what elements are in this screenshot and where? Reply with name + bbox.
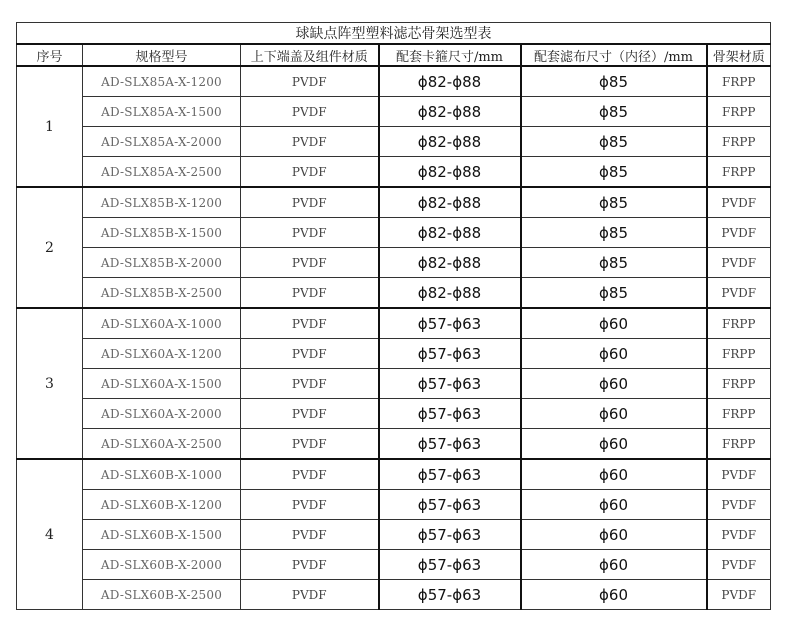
end-cap-cell: PVDF: [241, 127, 379, 157]
clamp-size-cell: ϕ57-ϕ63: [379, 490, 521, 520]
table-row: [17, 459, 771, 490]
end-cap-cell: PVDF: [241, 97, 379, 127]
model-cell: AD-SLX60B-X-1000: [83, 459, 241, 490]
clamp-size-cell: ϕ82-ϕ88: [379, 127, 521, 157]
filter-cloth-size-cell: ϕ60: [521, 339, 707, 369]
frame-material-cell: PVDF: [707, 187, 771, 218]
seq-cell: 3: [17, 308, 83, 459]
filter-cloth-size-cell: ϕ85: [521, 218, 707, 248]
table-row: [17, 369, 771, 399]
filter-cloth-size-cell: ϕ60: [521, 429, 707, 460]
model-cell: AD-SLX85B-X-2000: [83, 248, 241, 278]
filter-cloth-size-cell: ϕ85: [521, 127, 707, 157]
model-cell: AD-SLX85B-X-1500: [83, 218, 241, 248]
frame-material-cell: PVDF: [707, 520, 771, 550]
end-cap-cell: PVDF: [241, 520, 379, 550]
header-filter-cloth: 配套滤布尺寸（内径）/mm: [521, 44, 707, 66]
end-cap-cell: PVDF: [241, 580, 379, 610]
table-row: [17, 490, 771, 520]
table-row: [17, 127, 771, 157]
frame-material-cell: PVDF: [707, 580, 771, 610]
table-row: [17, 339, 771, 369]
header-seq: 序号: [17, 44, 83, 66]
frame-material-cell: FRPP: [707, 429, 771, 460]
clamp-size-cell: ϕ57-ϕ63: [379, 308, 521, 339]
model-cell: AD-SLX85A-X-2000: [83, 127, 241, 157]
model-cell: AD-SLX60A-X-2500: [83, 429, 241, 460]
frame-material-cell: FRPP: [707, 339, 771, 369]
header-model: 规格型号: [83, 44, 241, 66]
table-row: [17, 66, 771, 97]
frame-material-cell: FRPP: [707, 97, 771, 127]
end-cap-cell: PVDF: [241, 248, 379, 278]
model-cell: AD-SLX60B-X-2500: [83, 580, 241, 610]
header-frame: 骨架材质: [707, 44, 771, 66]
table-row: [17, 97, 771, 127]
clamp-size-cell: ϕ57-ϕ63: [379, 459, 521, 490]
table-row: [17, 278, 771, 309]
table-row: [17, 520, 771, 550]
end-cap-cell: PVDF: [241, 399, 379, 429]
filter-cloth-size-cell: ϕ60: [521, 520, 707, 550]
table-row: [17, 248, 771, 278]
filter-cloth-size-cell: ϕ60: [521, 459, 707, 490]
table-body: [17, 66, 771, 610]
seq-cell: 4: [17, 459, 83, 610]
table-title: 球缺点阵型塑料滤芯骨架选型表: [17, 23, 771, 45]
clamp-size-cell: ϕ82-ϕ88: [379, 66, 521, 97]
table-row: [17, 218, 771, 248]
filter-cloth-size-cell: ϕ85: [521, 278, 707, 309]
filter-cloth-size-cell: ϕ60: [521, 490, 707, 520]
frame-material-cell: PVDF: [707, 550, 771, 580]
table-row: [17, 308, 771, 339]
filter-cloth-size-cell: ϕ60: [521, 580, 707, 610]
frame-material-cell: PVDF: [707, 490, 771, 520]
filter-cloth-size-cell: ϕ85: [521, 187, 707, 218]
table-row: [17, 429, 771, 460]
model-cell: AD-SLX60B-X-1500: [83, 520, 241, 550]
model-cell: AD-SLX60A-X-1200: [83, 339, 241, 369]
header-end-cap: 上下端盖及组件材质: [241, 44, 379, 66]
clamp-size-cell: ϕ57-ϕ63: [379, 580, 521, 610]
model-cell: AD-SLX60A-X-1500: [83, 369, 241, 399]
filter-cloth-size-cell: ϕ85: [521, 66, 707, 97]
end-cap-cell: PVDF: [241, 369, 379, 399]
end-cap-cell: PVDF: [241, 339, 379, 369]
clamp-size-cell: ϕ57-ϕ63: [379, 369, 521, 399]
header-clamp: 配套卡箍尺寸/mm: [379, 44, 521, 66]
clamp-size-cell: ϕ57-ϕ63: [379, 339, 521, 369]
end-cap-cell: PVDF: [241, 308, 379, 339]
frame-material-cell: PVDF: [707, 218, 771, 248]
seq-cell: 2: [17, 187, 83, 308]
clamp-size-cell: ϕ57-ϕ63: [379, 520, 521, 550]
filter-cloth-size-cell: ϕ60: [521, 308, 707, 339]
model-cell: AD-SLX60A-X-2000: [83, 399, 241, 429]
model-cell: AD-SLX60B-X-1200: [83, 490, 241, 520]
clamp-size-cell: ϕ82-ϕ88: [379, 218, 521, 248]
filter-cloth-size-cell: ϕ85: [521, 157, 707, 188]
selection-table-container: [16, 22, 770, 610]
frame-material-cell: PVDF: [707, 459, 771, 490]
end-cap-cell: PVDF: [241, 550, 379, 580]
frame-material-cell: FRPP: [707, 369, 771, 399]
clamp-size-cell: ϕ57-ϕ63: [379, 399, 521, 429]
filter-cloth-size-cell: ϕ85: [521, 248, 707, 278]
model-cell: AD-SLX60B-X-2000: [83, 550, 241, 580]
filter-cloth-size-cell: ϕ60: [521, 550, 707, 580]
clamp-size-cell: ϕ57-ϕ63: [379, 429, 521, 460]
frame-material-cell: FRPP: [707, 66, 771, 97]
clamp-size-cell: ϕ82-ϕ88: [379, 157, 521, 188]
seq-cell: 1: [17, 66, 83, 187]
table-row: [17, 580, 771, 610]
frame-material-cell: FRPP: [707, 157, 771, 188]
end-cap-cell: PVDF: [241, 157, 379, 188]
table-row: [17, 157, 771, 188]
table-row: [17, 187, 771, 218]
clamp-size-cell: ϕ82-ϕ88: [379, 278, 521, 309]
model-cell: AD-SLX85B-X-1200: [83, 187, 241, 218]
table-header-row: [17, 44, 771, 66]
model-cell: AD-SLX85A-X-2500: [83, 157, 241, 188]
model-cell: AD-SLX85A-X-1500: [83, 97, 241, 127]
filter-cloth-size-cell: ϕ60: [521, 399, 707, 429]
model-cell: AD-SLX85B-X-2500: [83, 278, 241, 309]
end-cap-cell: PVDF: [241, 187, 379, 218]
clamp-size-cell: ϕ82-ϕ88: [379, 97, 521, 127]
filter-cloth-size-cell: ϕ85: [521, 97, 707, 127]
model-cell: AD-SLX85A-X-1200: [83, 66, 241, 97]
frame-material-cell: FRPP: [707, 308, 771, 339]
clamp-size-cell: ϕ57-ϕ63: [379, 550, 521, 580]
selection-table: [16, 22, 771, 610]
filter-cloth-size-cell: ϕ60: [521, 369, 707, 399]
clamp-size-cell: ϕ82-ϕ88: [379, 248, 521, 278]
frame-material-cell: FRPP: [707, 127, 771, 157]
table-row: [17, 550, 771, 580]
end-cap-cell: PVDF: [241, 429, 379, 460]
table-row: [17, 399, 771, 429]
clamp-size-cell: ϕ82-ϕ88: [379, 187, 521, 218]
end-cap-cell: PVDF: [241, 490, 379, 520]
frame-material-cell: FRPP: [707, 399, 771, 429]
frame-material-cell: PVDF: [707, 278, 771, 309]
frame-material-cell: PVDF: [707, 248, 771, 278]
model-cell: AD-SLX60A-X-1000: [83, 308, 241, 339]
end-cap-cell: PVDF: [241, 459, 379, 490]
end-cap-cell: PVDF: [241, 218, 379, 248]
end-cap-cell: PVDF: [241, 278, 379, 309]
end-cap-cell: PVDF: [241, 66, 379, 97]
